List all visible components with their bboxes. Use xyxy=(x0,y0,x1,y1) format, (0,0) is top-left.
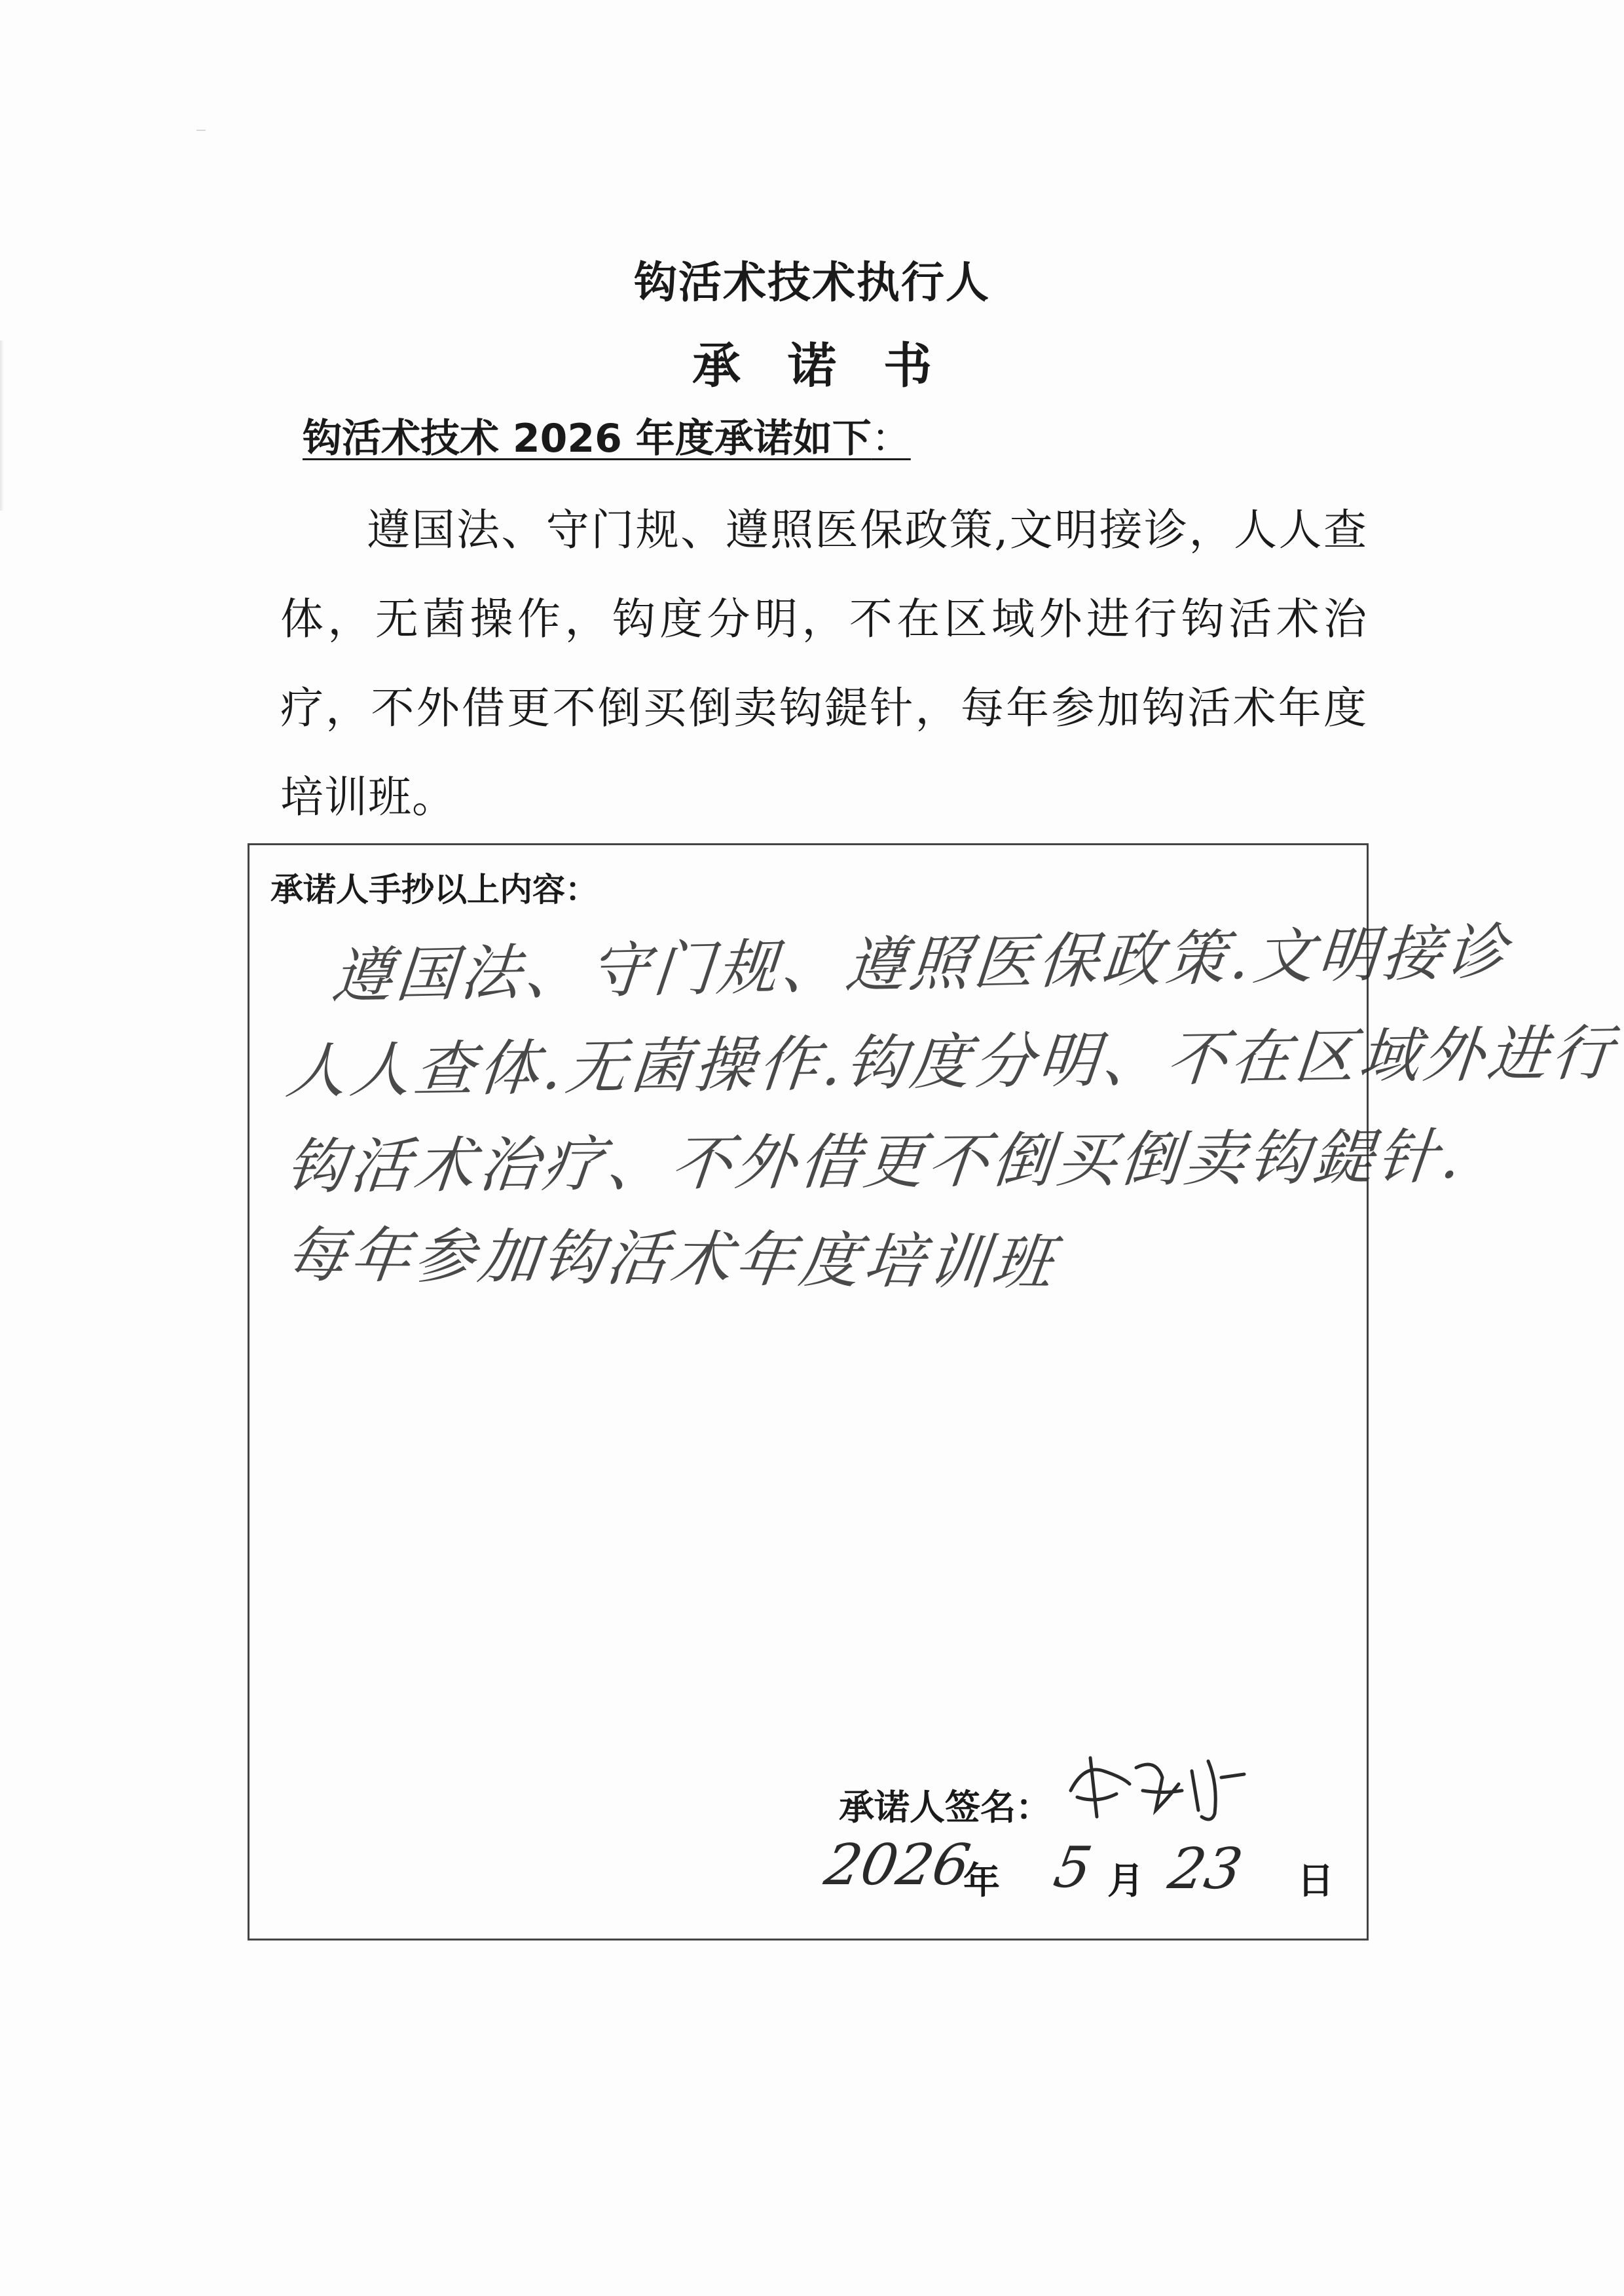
handwritten-signature xyxy=(1058,1745,1254,1830)
commitment-heading-colon: ： xyxy=(871,416,911,462)
date-month-unit: 月 xyxy=(1107,1860,1144,1903)
handwritten-line: 每年参加钩活术年度培训班 xyxy=(282,1220,1061,1298)
handwritten-copy-label: 承诺人手抄以上内容： xyxy=(270,871,598,909)
commitment-paragraph: 遵国法、守门规、遵照医保政策,文明接诊，人人查体，无菌操作，钩度分明，不在区域外进行钩活术治疗，不外借更不倒买倒卖钩鍉针，每年参加钩活术年度培训班。 xyxy=(280,505,1367,822)
signature-label: 承诺人签名： xyxy=(839,1787,1051,1828)
document-title: 钩活术技术执行人 xyxy=(634,257,990,308)
document-subtitle: 承诺书 xyxy=(692,338,979,394)
date-day-handwritten: 23 xyxy=(1164,1836,1247,1902)
commitment-heading-text: 钩活术技术 2026 年度承诺如下 xyxy=(303,416,872,462)
commitment-heading xyxy=(303,407,911,464)
handwritten-copy-box xyxy=(248,843,1619,1941)
handwritten-line: 钩活术治疗、不外借更不倒买倒卖钩鍉针. xyxy=(282,1121,1468,1203)
date-year-unit: 年 xyxy=(963,1860,1000,1903)
handwritten-copy-text xyxy=(282,917,1619,1310)
date-day-unit: 日 xyxy=(1297,1860,1334,1903)
date-month-handwritten: 5 xyxy=(1049,1835,1097,1901)
date-year-handwritten: 2026 xyxy=(820,1832,975,1898)
scan-artifact xyxy=(196,126,206,131)
handwritten-line: 遵国法、守门规、遵照医保政策.文明接诊 xyxy=(329,917,1513,1012)
signature-date xyxy=(820,1832,1350,1911)
signature-row xyxy=(839,1745,1254,1830)
handwritten-line: 人人查体.无菌操作.钩度分明、不在区域外进行 xyxy=(283,1017,1619,1107)
